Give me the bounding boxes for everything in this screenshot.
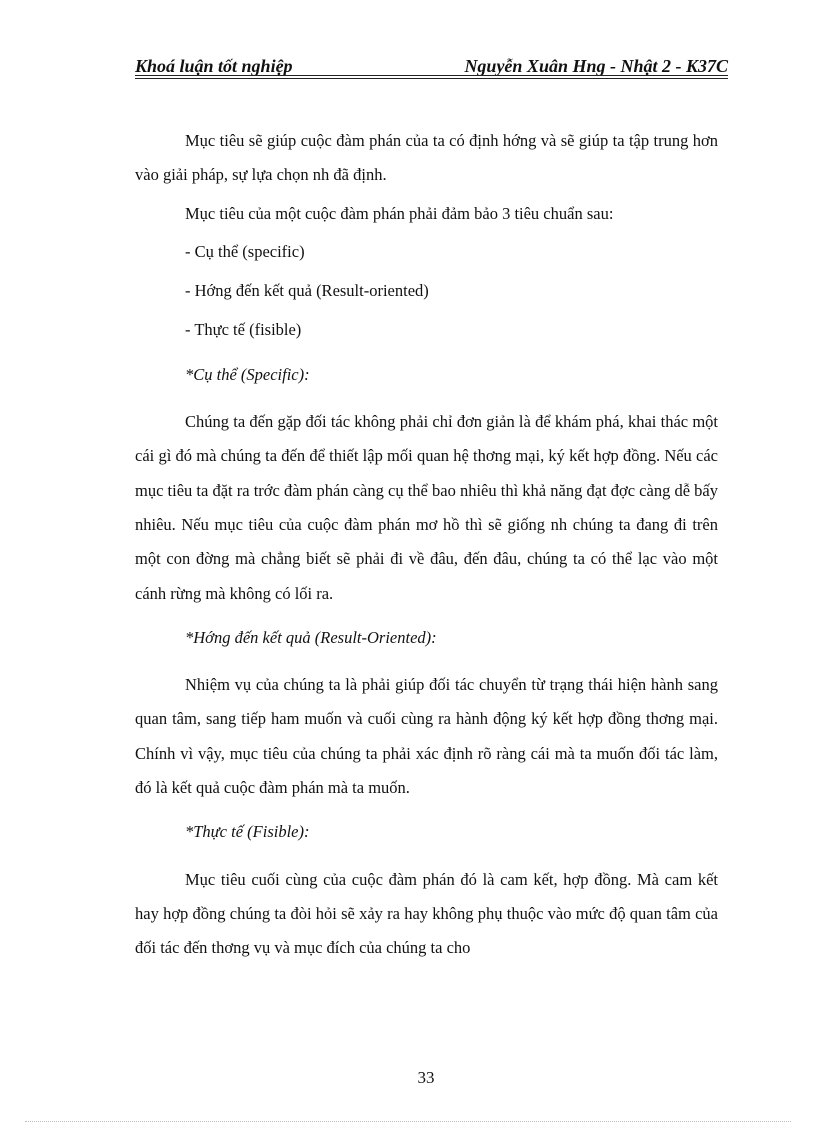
subheading-specific: *Cụ thể (Specific): — [185, 364, 310, 384]
header-rule — [135, 75, 728, 76]
list-item-result-oriented: - Hớng đến kết quả (Result-oriented) — [185, 281, 429, 301]
page-header — [135, 54, 728, 80]
header-author: Nguyễn Xuân Hng - Nhật 2 - K37C — [464, 56, 728, 76]
page-body — [135, 124, 718, 970]
paragraph-goal-intro: Mục tiêu sẽ giúp cuộc đàm phán của ta có định hớng và sẽ giúp ta tập trung hơn vào giải pháp, sự lựa chọn nh đã định. — [135, 131, 718, 185]
header-rule-double — [135, 78, 728, 79]
page-bottom-border — [25, 1121, 791, 1122]
list-item-fisible: - Thực tế (fisible) — [185, 320, 302, 340]
header-thesis-title: Khoá luận tốt nghiệp — [135, 56, 293, 76]
paragraph-specific: Chúng ta đến gặp đối tác không phải chỉ đơn giản là để khám phá, khai thác một cái gì đó mà chúng ta đến để thiết lập mối quan hệ thơng mại, ký kết hợp đồng. Nếu các mục tiêu ta đặt ra trớc đàm phán càng cụ thể bao nhiêu thì khả năng đạt đợc càng dễ bấy nhiêu. Nếu mục tiêu của cuộc đàm phán mơ hồ thì sẽ giống nh chúng ta đang đi trên một con đờng mà chẳng biết sẽ phải đi về đâu, đến đâu, chúng ta có thể lạc vào một cánh rừng mà không có lối ra. — [135, 412, 718, 603]
page-number: 33 — [417, 1068, 435, 1087]
paragraph-criteria-intro: Mục tiêu của một cuộc đàm phán phải đảm bảo 3 tiêu chuẩn sau: — [185, 203, 614, 223]
subheading-result-oriented: *Hớng đến kết quả (Result-Oriented): — [185, 627, 437, 647]
list-item-specific: - Cụ thể (specific) — [185, 241, 305, 261]
paragraph-fisible: Mục tiêu cuối cùng của cuộc đàm phán đó là cam kết, hợp đồng. Mà cam kết hay hợp đồng chúng ta đòi hỏi sẽ xảy ra hay không phụ thuộc vào mức độ quan tâm của đối tác đến thơng vụ và mục đích của chúng ta cho — [135, 869, 718, 958]
paragraph-result-oriented: Nhiệm vụ của chúng ta là phải giúp đối tác chuyển từ trạng thái hiện hành sang quan tâm, sang tiếp ham muốn và cuối cùng ra hành động ký kết hợp đồng thơng mại. Chính vì vậy, mục tiêu của chúng ta phải xác định rõ ràng cái mà ta muốn đối tác làm, đó là kết quả cuộc đàm phán mà ta muốn. — [135, 675, 718, 798]
subheading-fisible: *Thực tế (Fisible): — [185, 822, 310, 842]
